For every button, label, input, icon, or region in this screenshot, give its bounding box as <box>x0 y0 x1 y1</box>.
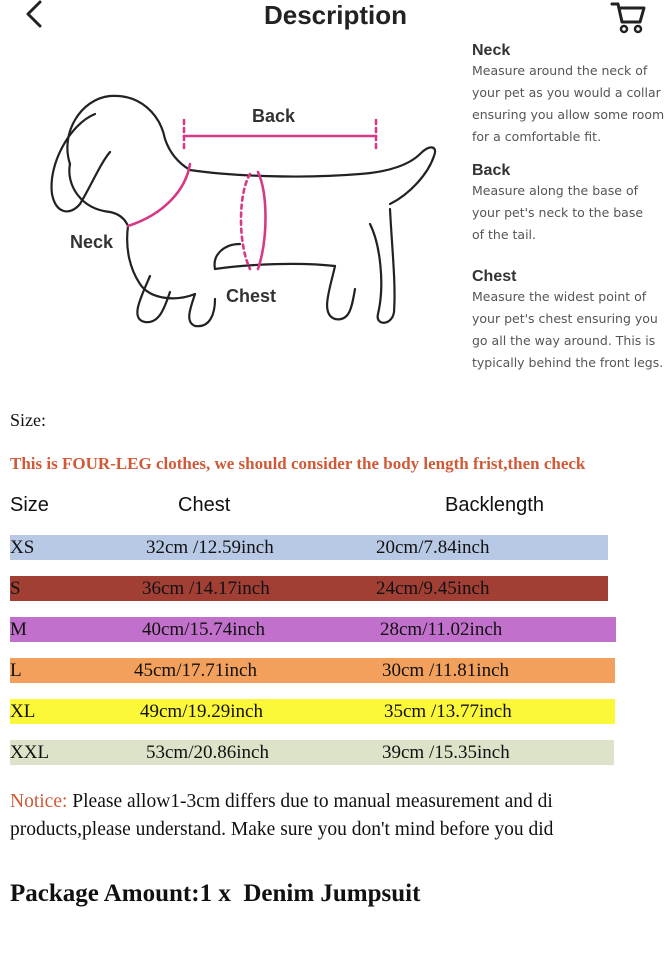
cart-icon <box>608 0 648 36</box>
measurement-diagram <box>0 44 671 384</box>
row-chest: 36cm /14.17inch <box>142 578 270 599</box>
row-chest: 40cm/15.74inch <box>142 619 265 640</box>
notice-line-1: Please allow1-3cm differs due to manual measurement and di <box>67 791 553 812</box>
row-backlength: 20cm/7.84inch <box>376 537 490 558</box>
chest-description <box>472 268 671 374</box>
size-row-xs <box>10 535 608 560</box>
row-chest: 53cm/20.86inch <box>146 742 269 763</box>
chest-description-text: Measure the widest point of your pet's chest ensuring you go all the way around. This is typically behind the front legs. <box>472 289 664 370</box>
top-bar <box>0 0 671 45</box>
back-description <box>472 162 671 246</box>
header-chest: Chest <box>178 494 231 516</box>
size-row-xl <box>10 699 615 724</box>
row-size: XL <box>10 701 36 722</box>
cart-button[interactable] <box>608 0 648 36</box>
row-backlength: 28cm/11.02inch <box>380 619 503 640</box>
header-size: Size <box>10 494 49 516</box>
row-chest: 49cm/19.29inch <box>140 701 263 722</box>
size-row-l <box>10 658 615 683</box>
notice-text <box>10 788 553 844</box>
neck-description-text: Measure around the neck of your pet as you would a collar ensuring you allow some room for a comfortable fit. <box>472 63 665 144</box>
row-backlength: 24cm/9.45inch <box>376 578 490 599</box>
row-size: S <box>10 578 21 599</box>
back-label: Back <box>252 106 296 126</box>
neck-label: Neck <box>70 232 114 252</box>
package-amount: Package Amount:1 x Denim Jumpsuit <box>10 880 421 907</box>
back-description-text: Measure along the base of your pet's neck to the base of the tail. <box>472 183 644 242</box>
size-row-m <box>10 617 616 642</box>
row-chest: 32cm /12.59inch <box>146 537 274 558</box>
row-size: XXL <box>10 742 50 763</box>
dog-illustration <box>0 44 460 384</box>
page-title: Description <box>263 0 408 30</box>
neck-description <box>472 42 671 148</box>
notice-label: Notice: <box>10 791 68 812</box>
row-backlength: 30cm /11.81inch <box>382 660 509 681</box>
back-description-title: Back <box>472 162 511 179</box>
header-backlength: Backlength <box>445 494 544 516</box>
row-size: XS <box>10 537 35 558</box>
size-row-s <box>10 576 608 601</box>
row-backlength: 39cm /15.35inch <box>382 742 510 763</box>
notice-line-2: products,please understand. Make sure you don't mind before you did <box>10 819 554 840</box>
row-size: L <box>10 660 22 681</box>
size-heading: Size: <box>10 410 46 430</box>
fit-warning: This is FOUR-LEG clothes, we should consider the body length frist,then check <box>10 454 586 473</box>
chest-label: Chest <box>226 286 277 306</box>
row-size: M <box>10 619 27 640</box>
row-chest: 45cm/17.71inch <box>134 660 257 681</box>
size-row-xxl <box>10 740 614 765</box>
chest-description-title: Chest <box>472 268 517 285</box>
row-backlength: 35cm /13.77inch <box>384 701 512 722</box>
neck-description-title: Neck <box>472 42 511 59</box>
